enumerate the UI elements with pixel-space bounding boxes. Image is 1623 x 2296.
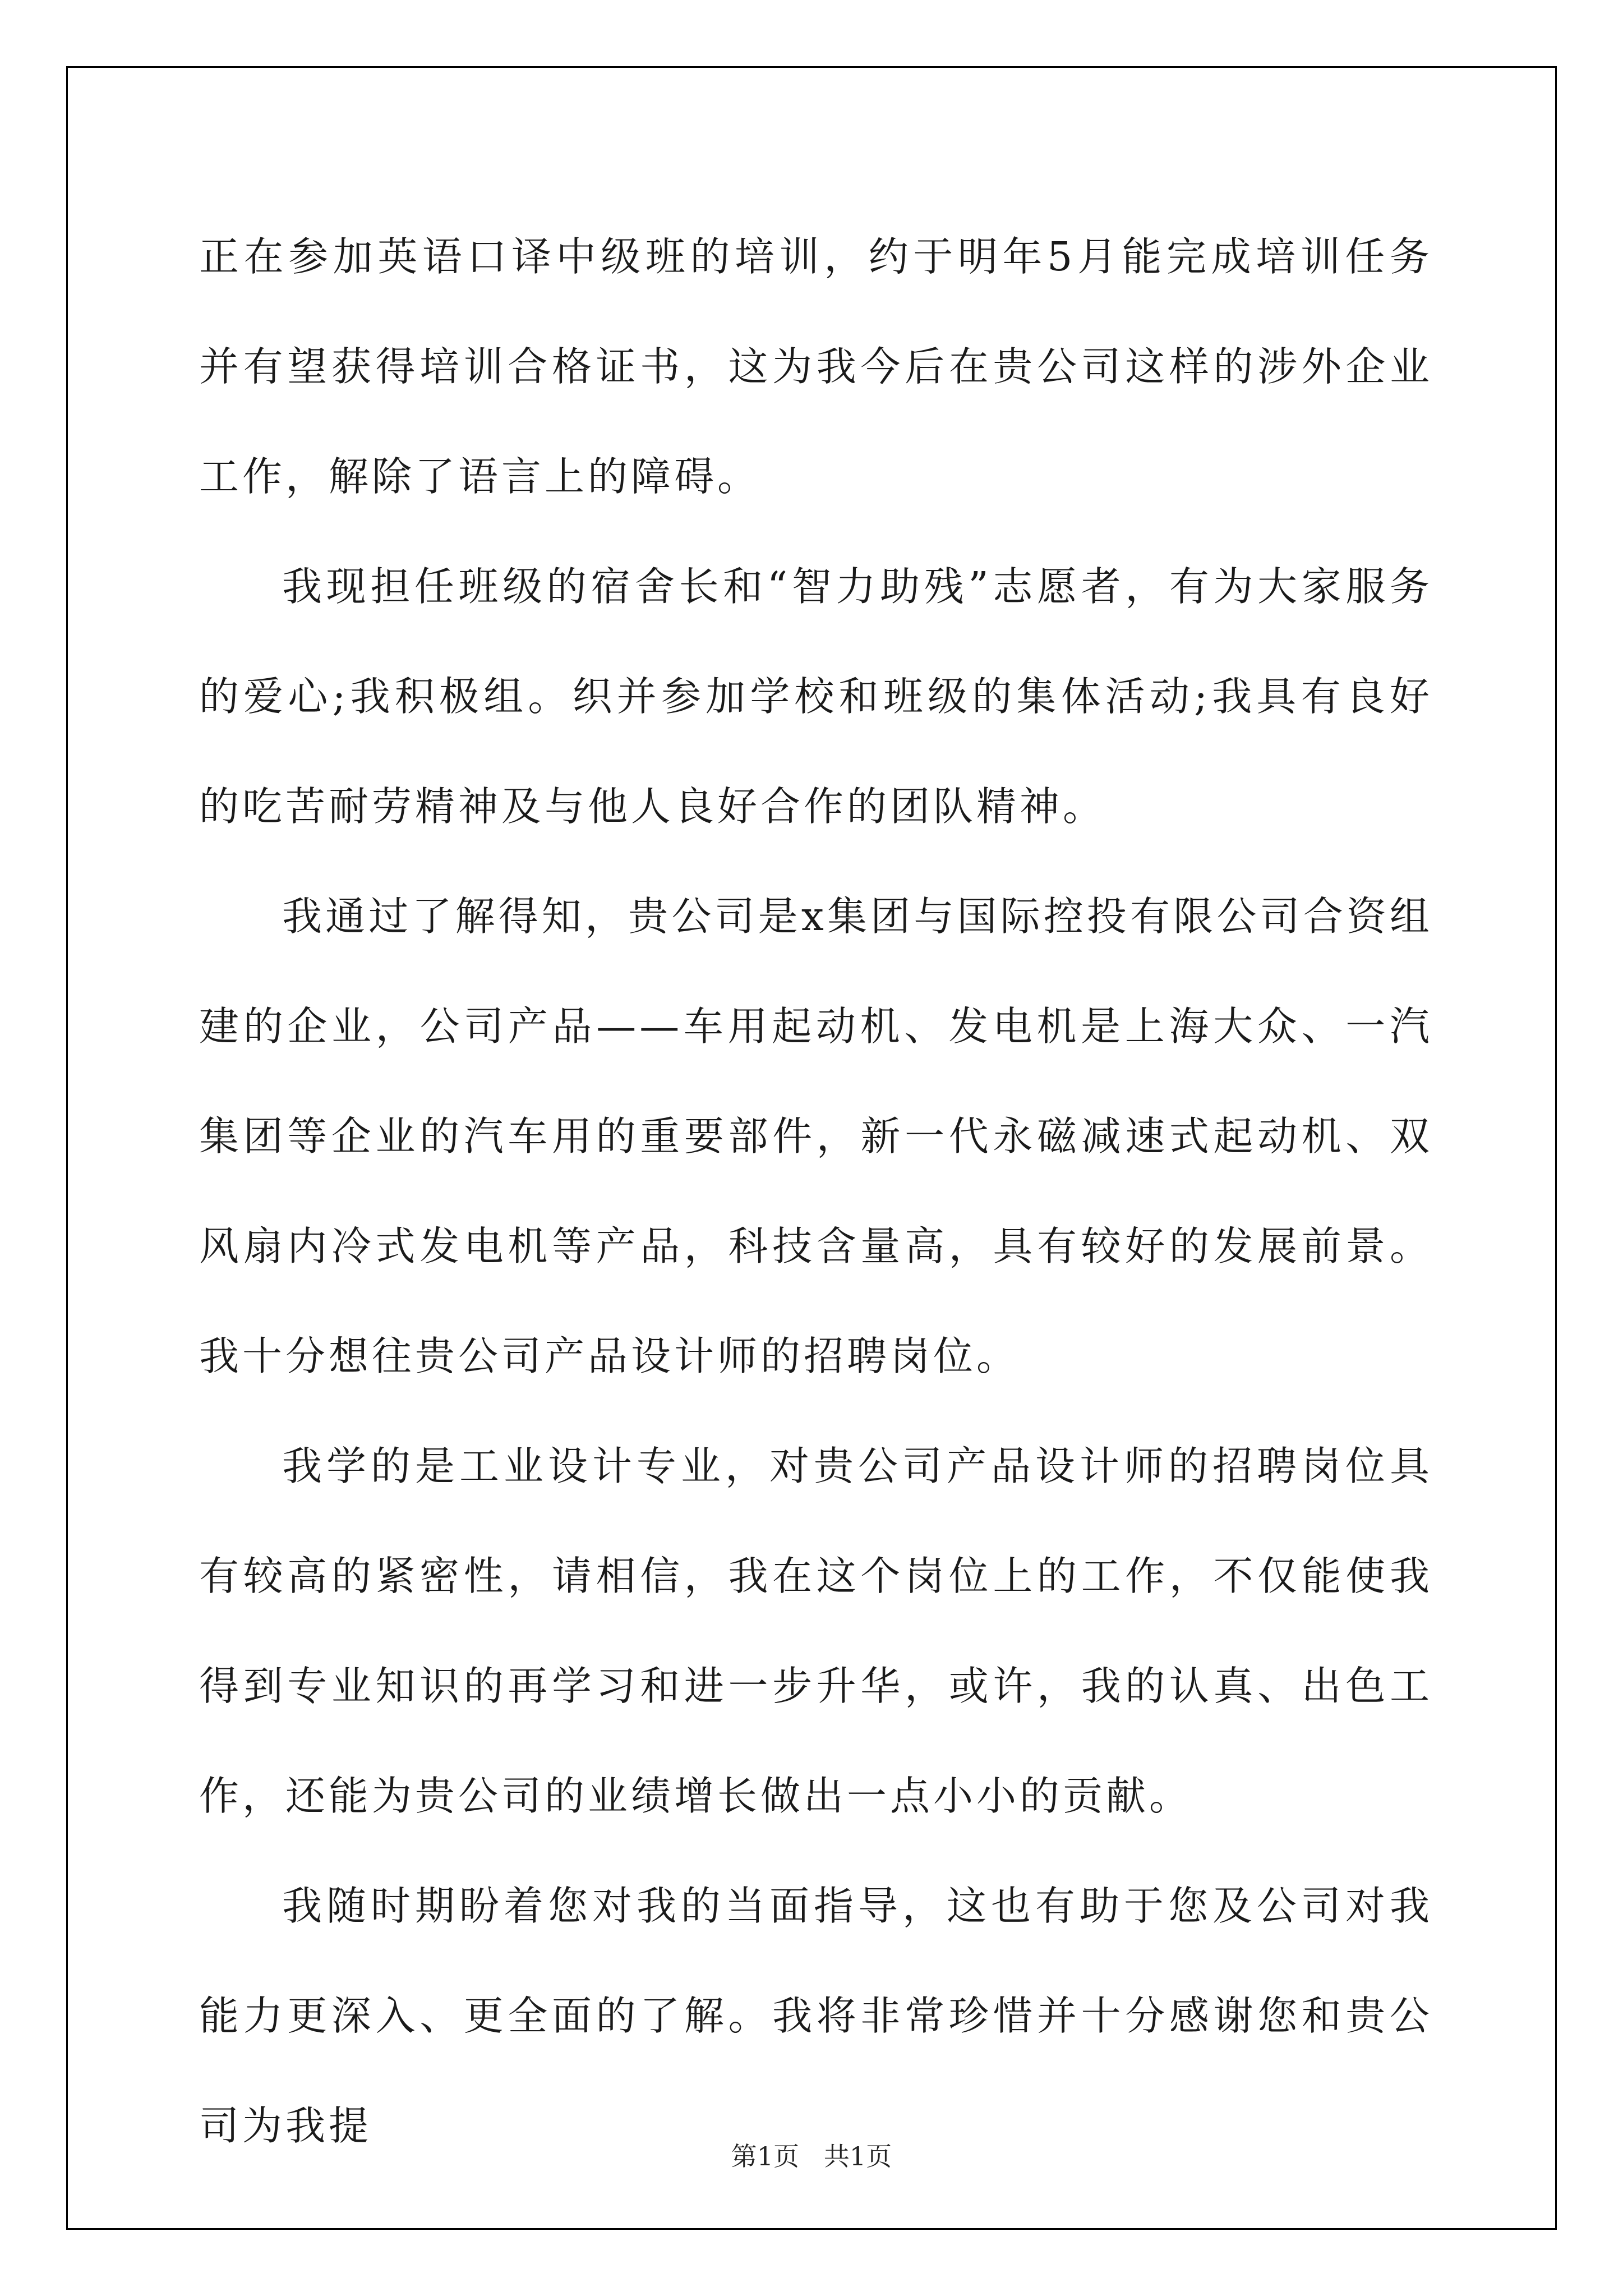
paragraph-5: 我随时期盼着您对我的当面指导，这也有助于您及公司对我能力更深入、更全面的了解。我将非常珍惜并十分感谢您和贵公司为我提 [199,1883,1433,2149]
paragraph-2: 我现担任班级的宿舍长和“智力助残”志愿者，有为大家服务的爱心;我积极组。织并参加学校和班级的集体活动;我具有良好的吃苦耐劳精神及与他人良好合作的团队精神。 [199,563,1433,830]
paragraph-1: 正在参加英语口译中级班的培训，约于明年5月能完成培训任务并有望获得培训合格证书，这为我今后在贵公司这样的涉外企业工作，解除了语言上的障碍。 [199,233,1433,500]
paragraph-3: 我通过了解得知，贵公司是x集团与国际控投有限公司合资组建的企业，公司产品——车用起动机、发电机是上海大众、一汽集团等企业的汽车用的重要部件，新一代永磁减速式起动机、双风扇内冷式发电机等产品，科技含量高，具有较好的发展前景。我十分想往贵公司产品设计师的招聘岗位。 [199,893,1433,1379]
document-body [199,202,1433,2181]
paragraph-4: 我学的是工业设计专业，对贵公司产品设计师的招聘岗位具有较高的紧密性，请相信，我在这个岗位上的工作，不仅能使我得到专业知识的再学习和进一步升华，或许，我的认真、出色工作，还能为贵公司的业绩增长做出一点小小的贡献。 [199,1443,1433,1819]
page-footer: 第1页 共1页 [731,2141,892,2171]
